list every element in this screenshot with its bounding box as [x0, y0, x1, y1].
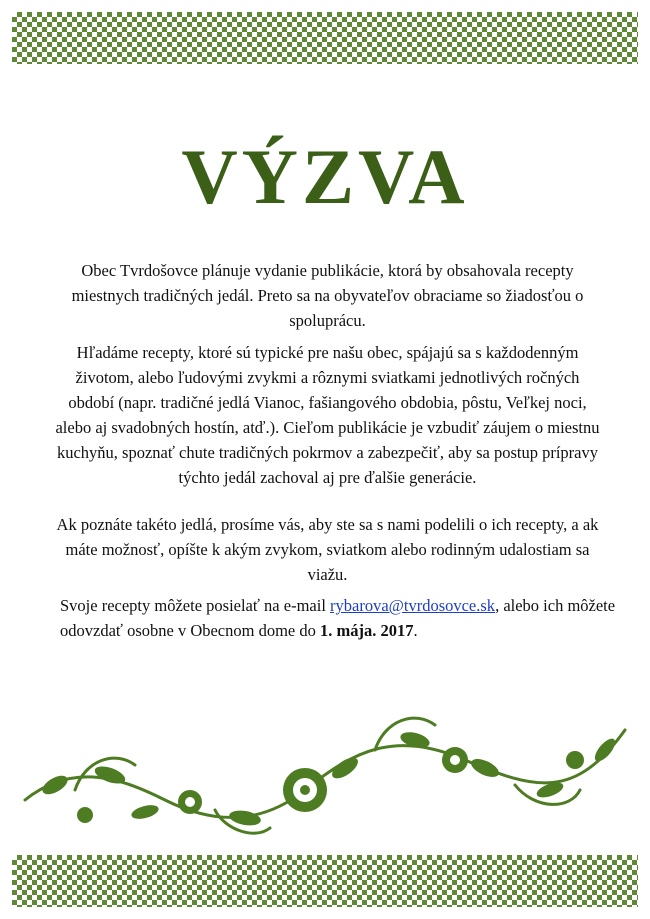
page-title: VÝZVA [181, 133, 469, 220]
deadline-date: 1. mája. 2017 [320, 621, 414, 640]
intro-paragraph: Obec Tvrdošovce plánuje vydanie publikácie, ktorá by obsahovala recepty miestnych tradičných jedál. Preto sa na obyvateľov obraciame so žiadosťou o spoluprácu. [71, 261, 584, 330]
contact-text-start: Svoje recepty môžete posielať na e-mail [60, 596, 331, 615]
recipes-paragraph: Hľadáme recepty, ktoré sú typické pre našu obec, spájajú sa s každodenným životom, alebo ľudovými zvykmi a rôznymi sviatkami jednotlivých ročných období (napr. tradičné jedlá Vianoc, fašiangového obdobia, pôstu, Veľkej noci, alebo aj svadobných hostín, atď.). Cieľom publikácie je vzbudiť záujem o miestnu kuchyňu, spoznať chute tradičných pokrmov a zabezpečiť, aby sa postup prípravy týchto jedál zachoval aj pre ďalšie generácie. [55, 343, 600, 487]
contact-text-end: . [413, 621, 418, 640]
contact-paragraph [60, 593, 620, 643]
contact-text-middle: , alebo ich môžete odovzdať osobne v Obecnom dome do [60, 596, 616, 640]
floral-ornament-icon [15, 690, 635, 850]
email-link[interactable]: rybarova@tvrdosovce.sk [330, 596, 496, 615]
top-checkered-border [12, 12, 638, 64]
bottom-checkered-border [12, 855, 638, 907]
request-paragraph: Ak poznáte takéto jedlá, prosíme vás, aby ste sa s nami podelili o ich recepty, a ak máte možnosť, opíšte k akým zvykom, sviatkom alebo rodinným udalostiam sa viažu. [56, 515, 599, 584]
